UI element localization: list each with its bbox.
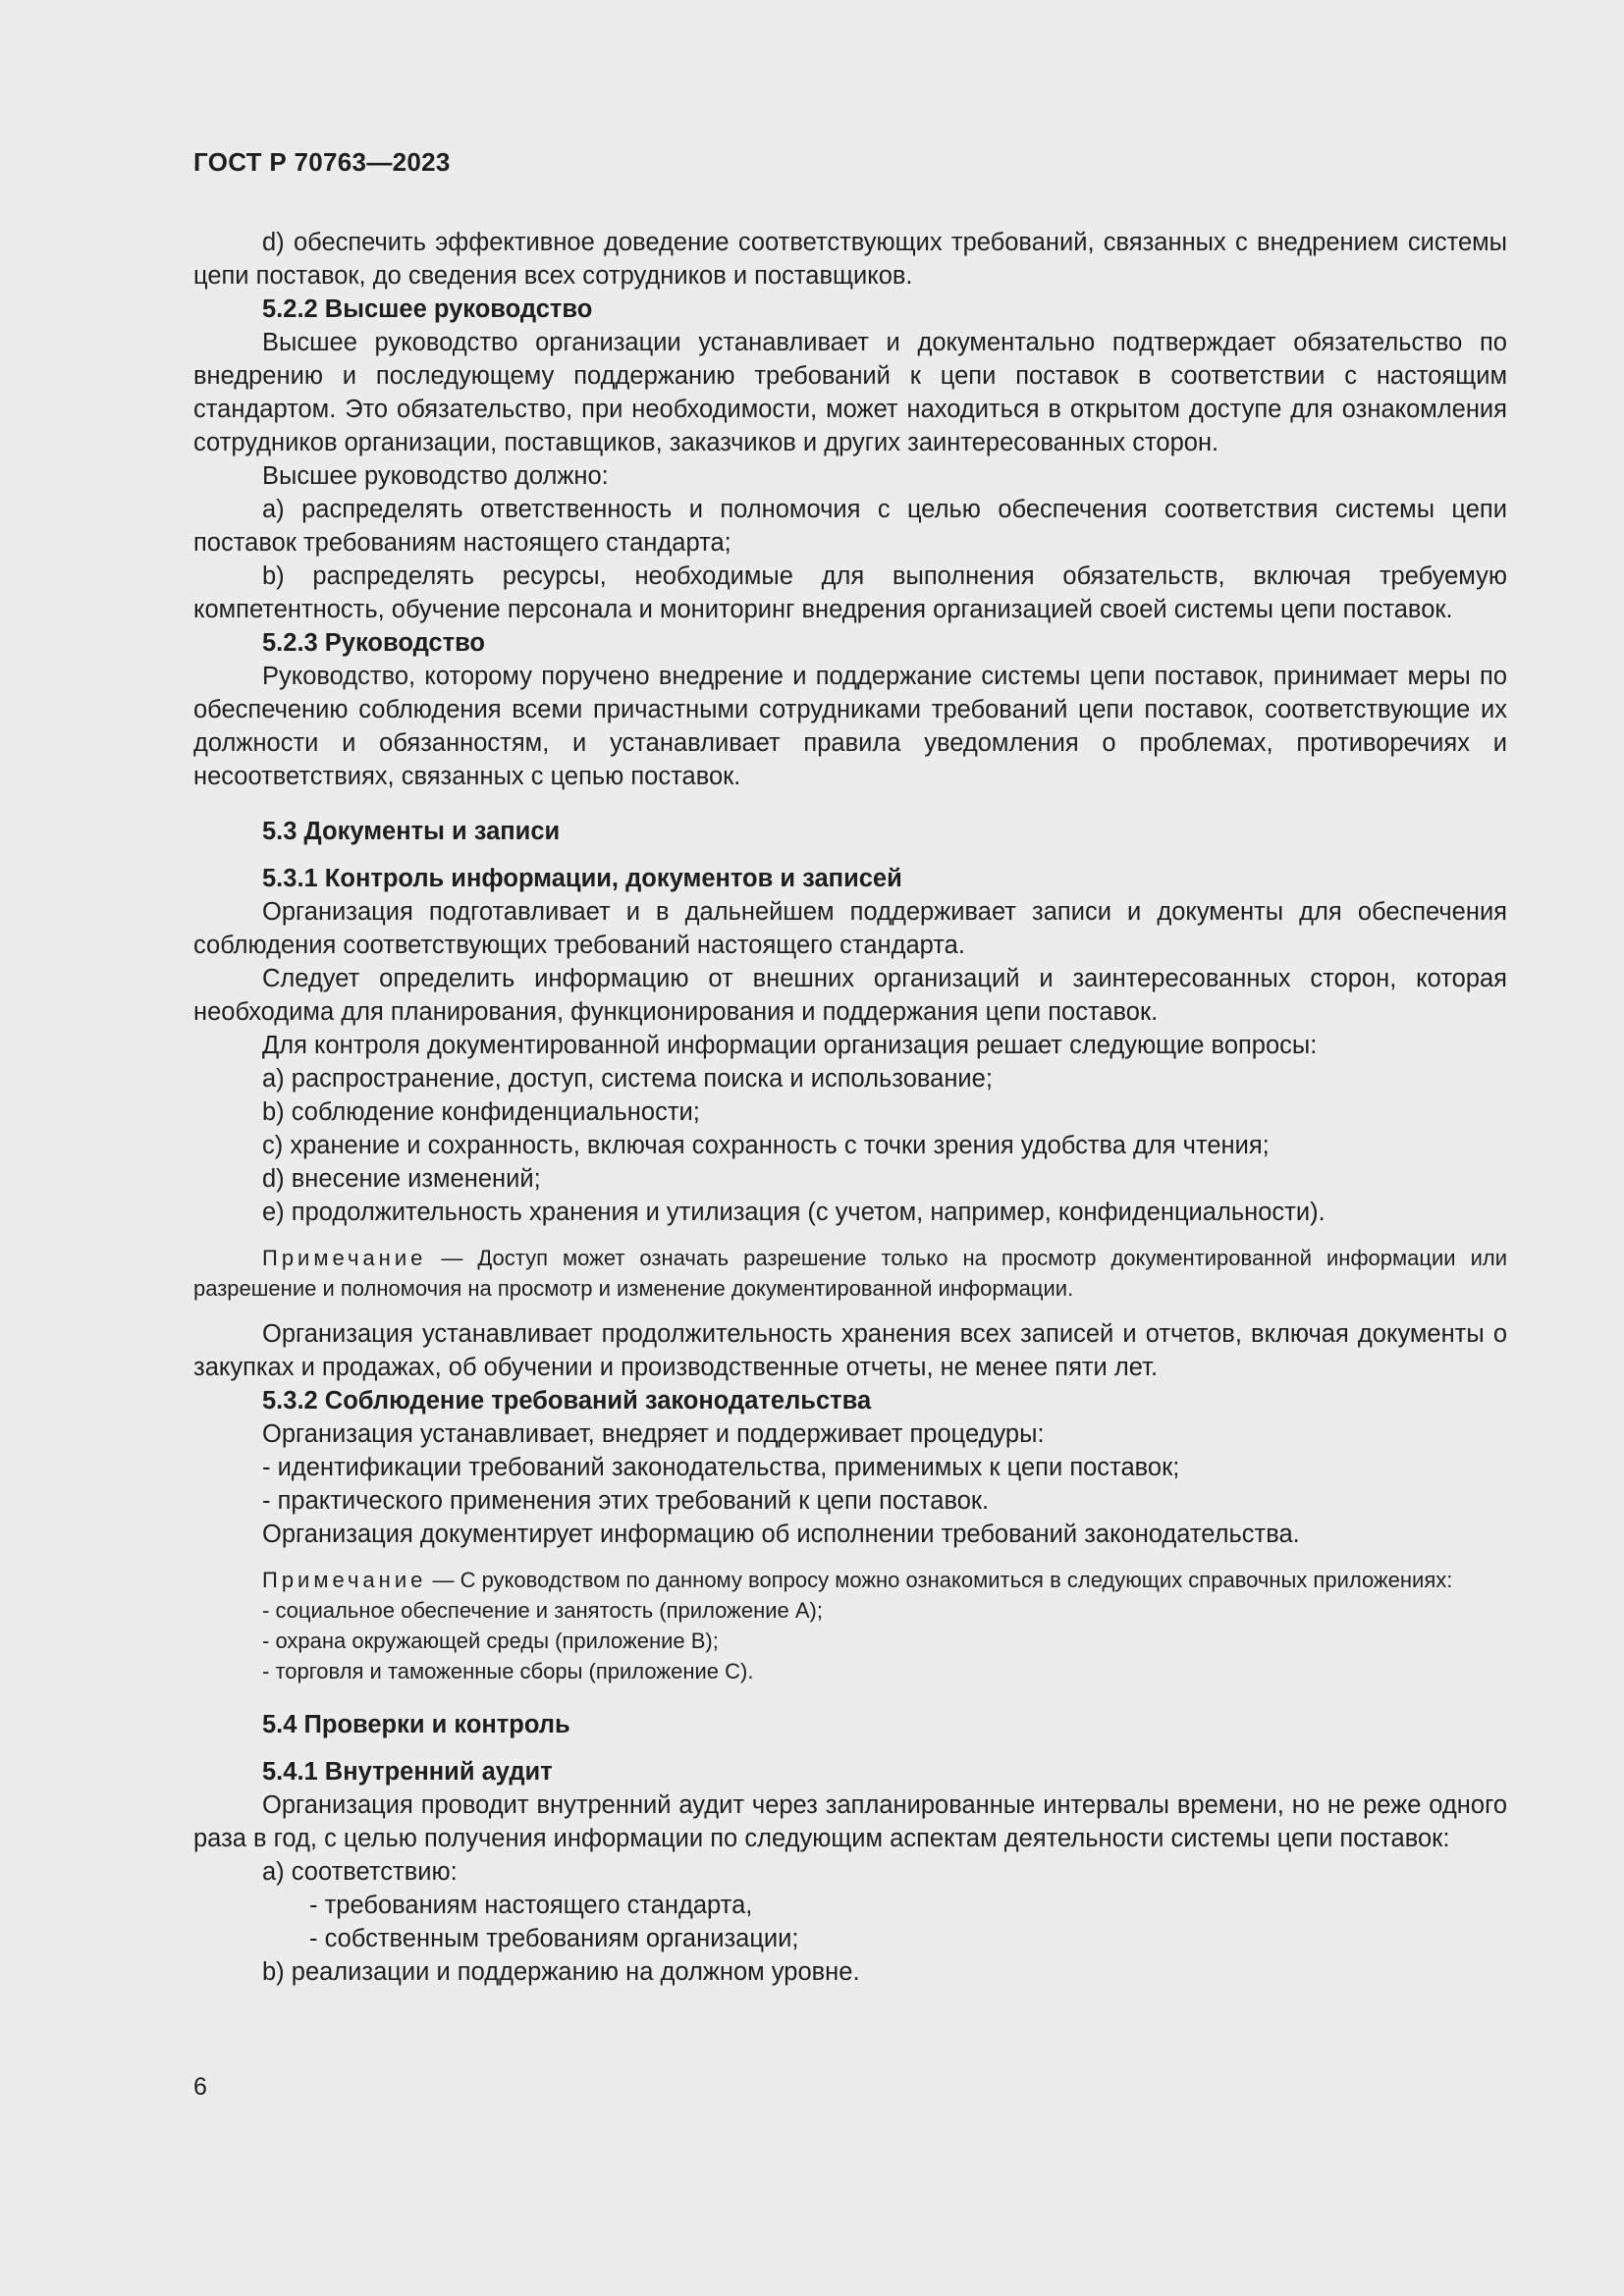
subsection-heading: 5.3.1 Контроль информации, документов и записей: [262, 865, 902, 892]
list-item: d) внесение изменений;: [262, 1165, 541, 1193]
subsection-heading: 5.4.1 Внутренний аудит: [262, 1758, 553, 1786]
page-number: 6: [193, 2073, 207, 2101]
paragraph: b) распределять ресурсы, необходимые для выполнения обязательств, включая требуемую компетентность, обучение персонала и мониторинг внедрения организацией своей системы цепи поставок.: [193, 562, 1507, 623]
paragraph: Высшее руководство организации устанавливает и документально подтверждает обязательство по внедрению и последующему поддержанию требований к цепи поставок в соответствии с настоящим стандартом. Это обязательство, при необходимости, может находиться в открытом доступе для ознакомления сотрудников организации, поставщиков, заказчиков и других заинтересованных сторон.: [193, 329, 1507, 456]
paragraph: Организация устанавливает, внедряет и поддерживает процедуры:: [262, 1420, 1045, 1448]
note: [193, 1243, 1507, 1304]
paragraph: a) распределять ответственность и полномочия с целью обеспечения соответствия системы цепи поставок требованиям настоящего стандарта;: [193, 496, 1507, 557]
paragraph: Высшее руководство должно:: [262, 462, 609, 490]
paragraph: Организация устанавливает продолжительность хранения всех записей и отчетов, включая документы о закупках и продажах, об обучении и производственные отчеты, не менее пяти лет.: [193, 1320, 1507, 1381]
list-item: a) соответствию:: [262, 1858, 458, 1886]
paragraph: Для контроля документированной информации организация решает следующие вопросы:: [262, 1032, 1318, 1059]
paragraph: d) обеспечить эффективное доведение соответствующих требований, связанных с внедрением системы цепи поставок, до сведения всех сотрудников и поставщиков.: [193, 229, 1507, 290]
paragraph: Руководство, которому поручено внедрение и поддержание системы цепи поставок, принимает меры по обеспечению соблюдения всеми причастными сотрудниками требований цепи поставок, соответствующие их должности и обязанностям, и устанавливает правила уведомления о проблемах, противоречиях и несоответствиях, связанных с цепью поставок.: [193, 663, 1507, 790]
note-list-item: - социальное обеспечение и занятость (приложение А);: [262, 1598, 823, 1623]
document-body: [193, 226, 1507, 1989]
list-item: - собственным требованиям организации;: [309, 1925, 799, 1952]
paragraph: Организация подготавливает и в дальнейшем поддерживает записи и документы для обеспечения соблюдения соответствующих требований настоящего стандарта.: [193, 898, 1507, 959]
note-list-item: - торговля и таможенные сборы (приложение С).: [262, 1659, 754, 1683]
note-text: — С руководством по данному вопросу можно ознакомиться в следующих справочных приложениях:: [426, 1568, 1453, 1592]
list-item: b) реализации и поддержанию на должном уровне.: [262, 1958, 860, 1986]
section-heading: 5.2.2 Высшее руководство: [262, 295, 593, 323]
paragraph: Организация документирует информацию об исполнении требований законодательства.: [262, 1521, 1300, 1548]
note-label: Примечание: [262, 1246, 427, 1270]
list-item: - идентификации требований законодательства, применимых к цепи поставок;: [262, 1454, 1180, 1481]
list-item: e) продолжительность хранения и утилизация (с учетом, например, конфиденциальности).: [262, 1199, 1326, 1226]
section-heading: 5.4 Проверки и контроль: [262, 1711, 570, 1738]
note-list-item: - охрана окружающей среды (приложение В);: [262, 1629, 719, 1653]
list-item: b) соблюдение конфиденциальности;: [262, 1098, 700, 1126]
paragraph: Следует определить информацию от внешних организаций и заинтересованных сторон, которая необходима для планирования, функционирования и поддержания цепи поставок.: [193, 965, 1507, 1026]
list-item: c) хранение и сохранность, включая сохранность с точки зрения удобства для чтения;: [262, 1132, 1270, 1159]
list-item: a) распространение, доступ, система поиска и использование;: [262, 1065, 993, 1093]
document-header: ГОСТ Р 70763—2023: [193, 147, 451, 177]
section-heading: 5.3 Документы и записи: [262, 818, 561, 845]
list-item: - практического применения этих требований к цепи поставок.: [262, 1487, 990, 1515]
section-heading: 5.3.2 Соблюдение требований законодательства: [262, 1387, 872, 1415]
note-label: Примечание: [262, 1568, 427, 1592]
note: [193, 1565, 1507, 1595]
list-item: - требованиям настоящего стандарта,: [309, 1892, 753, 1919]
note-text: — Доступ может означать разрешение только на просмотр документированной информации или разрешение и полномочия на просмотр и изменение документированной информации.: [193, 1246, 1507, 1301]
paragraph: Организация проводит внутренний аудит через запланированные интервалы времени, но не реже одного раза в год, с целью получения информации по следующим аспектам деятельности системы цепи поставок:: [193, 1791, 1507, 1852]
section-heading: 5.2.3 Руководство: [262, 629, 486, 657]
